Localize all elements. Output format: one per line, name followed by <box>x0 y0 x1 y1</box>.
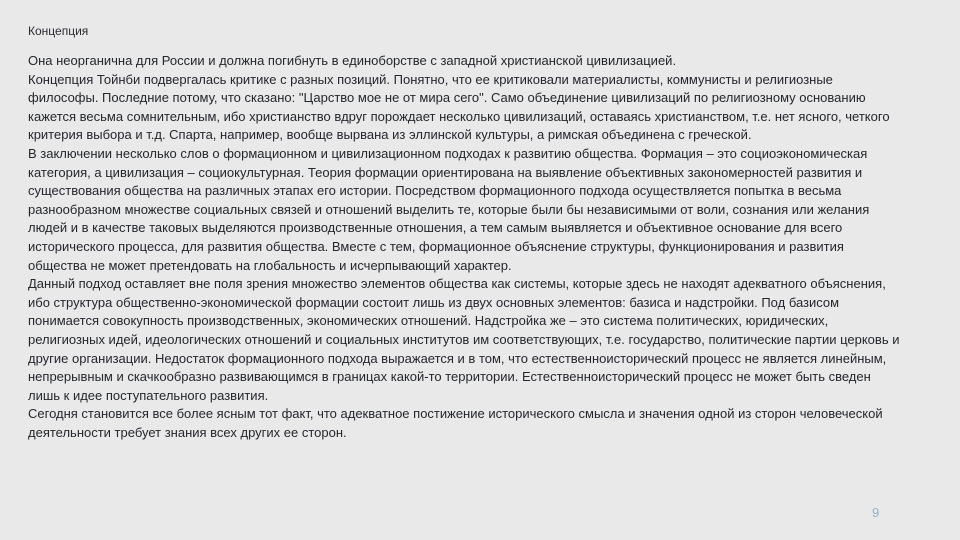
paragraph-5: Сегодня становится все более ясным тот факт, что адекватное постижение исторического смысла и значения одной из сторон человеческой деятельности требует знания всех других ее сторон. <box>28 406 883 440</box>
paragraph-4: Данный подход оставляет вне поля зрения множество элементов общества как системы, которые здесь не находят адекватного объяснения, ибо структура общественно-экономической формации состоит лишь из двух основных элементов: базиса и надстройки. Под базисом понимается совокупность производственных, экономических отношений. Надстройка же – это система политических, юридических, религиозных идей, идеологических отношений и социальных институтов им соответствующих, т.е. государство, политические партии церковь и другие организации. Недостаток формационного подхода выражается и в том, что естественноисторический процесс не является линейным, непрерывным и скачкообразно развивающимся в границах какой-то территории. Естественноисторический процесс не может быть сведен лишь к идее поступательного развития. <box>28 276 900 403</box>
slide-title: Концепция <box>28 24 89 38</box>
slide-body <box>28 52 906 442</box>
paragraph-2: Концепция Тойнби подвергалась критике с разных позиций. Понятно, что ее критиковали материалисты, коммунисты и религиозные философы. Последние потому, что сказано: "Царство мое не от мира сего". Само объединение цивилизаций по религиозному основанию кажется весьма сомнительным, ибо христианство вдруг порождает несколько цивилизаций, оставаясь христианством, т.е. нет ясного, четкого критерия выбора и т.д. Спарта, например, вообще вырвана из эллинской культуры, а римская объединена с греческой. <box>28 71 890 143</box>
paragraph-1: Она неорганична для России и должна погибнуть в единоборстве с западной христианской цивилизацией. <box>28 53 677 68</box>
page-number: 9 <box>872 505 880 520</box>
paragraph-3: В заключении несколько слов о формационном и цивилизационном подходах к развитию общества. Формация – это социоэкономическая категория, а цивилизация – социокультурная. Теория формации ориентирована на выявление объективных закономерностей развития и существования общества на различных этапах его истории. Посредством формационного подхода осуществляется попытка в весьма разнообразном множестве социальных связей и отношений выделить те, которые были бы независимыми от воли, сознания или желания людей и в качестве таковых выделяются производственные отношения, а тем самым выявляется и объективное основание для всего исторического процесса, для развития общества. Вместе с тем, формационное объяснение структуры, функционирования и развития общества не может претендовать на глобальность и исчерпывающий характер. <box>28 145 870 273</box>
